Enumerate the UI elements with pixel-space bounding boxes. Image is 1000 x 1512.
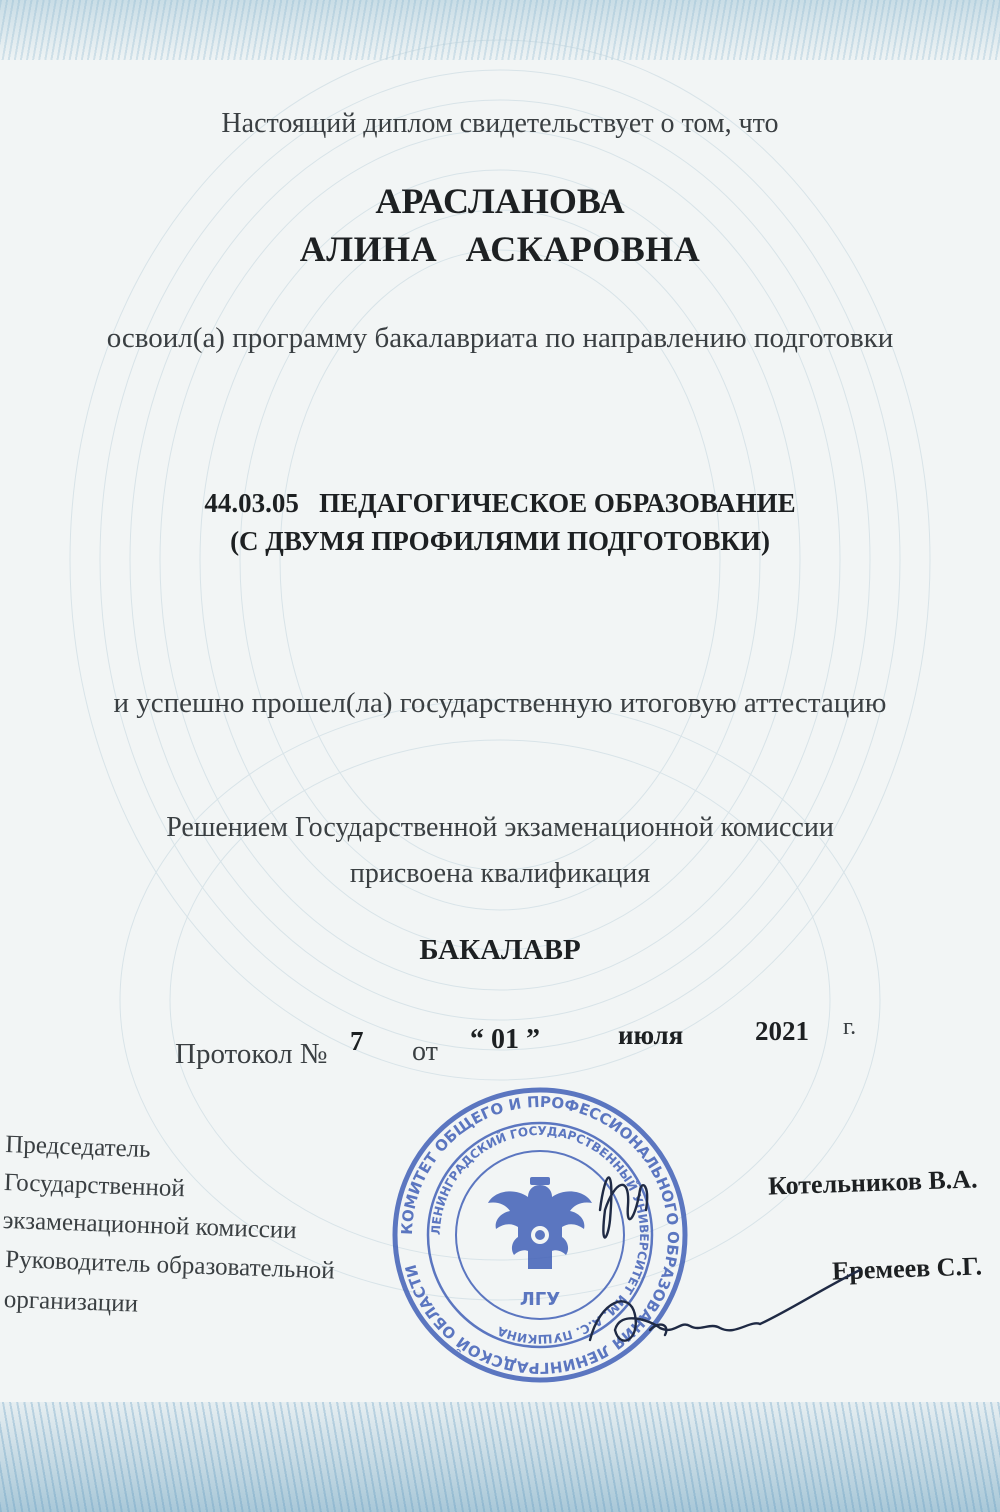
specialty-line-1: 44.03.05 ПЕДАГОГИЧЕСКОЕ ОБРАЗОВАНИЕ: [204, 488, 796, 518]
protocol-from-label: от: [412, 1036, 438, 1067]
handwritten-signatures: [560, 1150, 880, 1370]
seal-center-text: ЛГУ: [519, 1289, 561, 1310]
chair-title: Председатель Государственной экзаменационной комиссии: [2, 1130, 298, 1245]
graduate-given-names: АЛИНА АСКАРОВНА: [299, 229, 701, 269]
protocol-day: “ 01 ”: [470, 1024, 540, 1055]
chair-name: Котельников В.А.: [767, 1164, 978, 1201]
commission-decision-text: Решением Государственной экзаменационной комиссии: [166, 812, 834, 843]
qualification-assigned-text: присвоена квалификация: [349, 858, 651, 889]
protocol-label: Протокол №: [175, 1038, 328, 1070]
protocol-year-suffix: г.: [843, 1014, 857, 1040]
qualification-title: БАКАЛАВР: [419, 934, 581, 966]
seal-inner-text: ЛЕНИНГРАДСКИЙ ГОСУДАРСТВЕННЫЙ УНИВЕРСИТЕТ ИМ. А.С. ПУШКИНА: [428, 1123, 652, 1347]
protocol-year: 2021: [755, 1016, 809, 1046]
intro-text: Настоящий диплом свидетельствует о том, что: [221, 108, 779, 139]
attestation-text: и успешно прошел(ла) государственную итоговую аттестацию: [113, 687, 887, 719]
specialty-line-2: (С ДВУМЯ ПРОФИЛЯМИ ПОДГОТОВКИ): [230, 526, 770, 556]
head-title: Руководитель образовательной организации: [3, 1245, 336, 1318]
seal-outer-text: КОМИТЕТ ОБЩЕГО И ПРОФЕССИОНАЛЬНОГО ОБРАЗОВАНИЯ ЛЕНИНГРАДСКОЙ ОБЛАСТИ: [397, 1092, 683, 1378]
protocol-number: 7: [350, 1026, 364, 1056]
program-text: освоил(а) программу бакалавриата по направлению подготовки: [106, 322, 894, 354]
protocol-month: июля: [618, 1020, 684, 1050]
head-name: Еремеев С.Г.: [831, 1251, 983, 1286]
graduate-surname: АРАСЛАНОВА: [375, 181, 625, 221]
